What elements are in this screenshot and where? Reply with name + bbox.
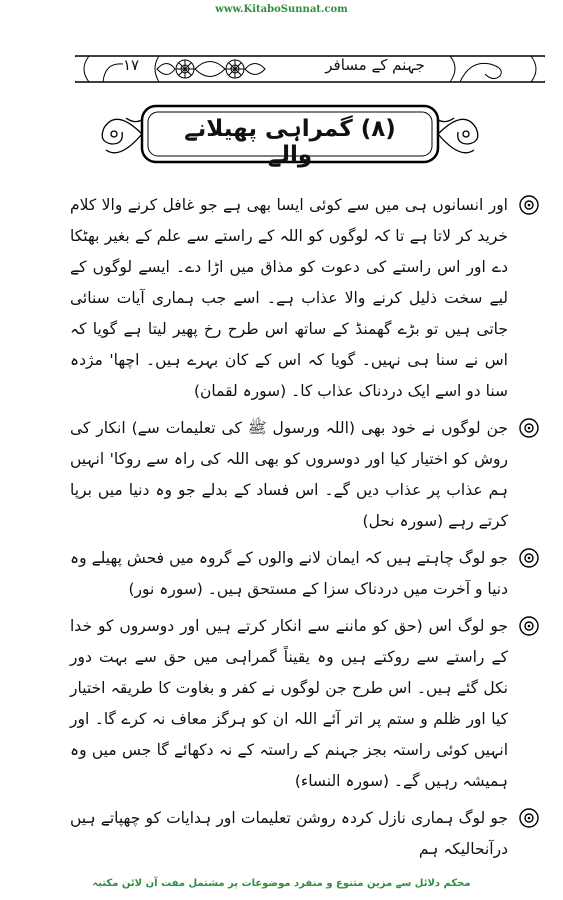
chapter-heading xyxy=(96,98,484,170)
flourish-right xyxy=(438,118,478,153)
flourish-left xyxy=(102,118,142,153)
site-url[interactable]: www.KitaboSunnat.com xyxy=(215,4,348,15)
paragraph-text: جن لوگوں نے خود بھی (اللہ ورسول ﷺ کی تعلیمات سے) انکار کی روش کو اختیار کیا اور دوسروں کو بھی اللہ کی راہ سے روکا' انہیں ہم عذاب پر عذاب دیں گے۔ اس فساد کے بدلے جو وہ دنیا میں برپا کرتے رہے (سورہ نحل) xyxy=(70,419,508,530)
paragraph-text: جو لوگ اس (حق کو ماننے سے انکار کرتے ہیں اور دوسروں کو خدا کے راستے سے روکتے ہیں وہ یقیناً گمراہی میں حق سے بہت دور نکل گئے ہیں۔ اس طرح جن لوگوں نے کفر و بغاوت کا طریقہ اختیار کیا اور ظلم و ستم پر اتر آئے اللہ ان کو ہرگز معاف نہ کرے گا۔ اور انہیں کوئی راستہ بجز جہنم کے راستہ کے نہ دکھائے گا جس میں وہ ہمیشہ رہیں گے۔ (سورہ النساء) xyxy=(70,617,508,790)
paragraph xyxy=(70,611,540,797)
flower-bullet-icon xyxy=(518,417,540,439)
chapter-title: (۸) گمراہی پھیلانے والے xyxy=(184,116,396,168)
paragraph xyxy=(70,413,540,537)
paragraph xyxy=(70,803,540,865)
page-number: ۱۷ xyxy=(122,56,140,74)
body-text xyxy=(70,190,540,865)
paragraph xyxy=(70,543,540,605)
paragraph-text: جو لوگ چاہتے ہیں کہ ایمان لانے والوں کے گروہ میں فحش پھیلے وہ دنیا و آخرت میں دردناک سزا کے مستحق ہیں۔ (سورہ نور) xyxy=(70,549,508,598)
flower-bullet-icon xyxy=(518,615,540,637)
paragraph-text: جو لوگ ہماری نازل کردہ روشن تعلیمات اور ہدایات کو چھپاتے ہیں درآنحالیکہ ہم xyxy=(70,809,508,858)
footer-tagline: محکم دلائل سے مزین متنوع و منفرد موضوعات پر مشتمل مفت آن لائن مکتبہ xyxy=(92,878,471,889)
running-title: جہنم کے مسافر xyxy=(325,56,425,74)
flower-bullet-icon xyxy=(518,807,540,829)
flower-bullet-icon xyxy=(518,194,540,216)
paragraph-text: اور انسانوں ہی میں سے کوئی ایسا بھی ہے جو غافل کرنے والا کلام خرید کر لاتا ہے تا کہ لوگوں کو اللہ کے راستے سے علم کے بغیر بھٹکا دے اور اس راستے کی دعوت کو مذاق میں اڑا دے۔ ایسے لوگوں کے لیے سخت ذلیل کرنے والا عذاب ہے۔ اسے جب ہماری آیات سنائی جاتی ہیں تو بڑے گھمنڈ کے ساتھ اس طرح رخ پھیر لیتا ہے گویا کہ اس نے سنا ہی نہیں۔ گویا کہ اس کے کان بہرے ہیں۔ اچھا' مژدہ سنا دو اسے ایک دردناک عذاب کا۔ (سورہ لقمان) xyxy=(70,196,508,400)
flower-bullet-icon xyxy=(518,547,540,569)
page-header xyxy=(75,46,545,86)
paragraph xyxy=(70,190,540,407)
rosette-ornament-left xyxy=(157,60,265,78)
scroll-ornament-right xyxy=(450,56,501,82)
